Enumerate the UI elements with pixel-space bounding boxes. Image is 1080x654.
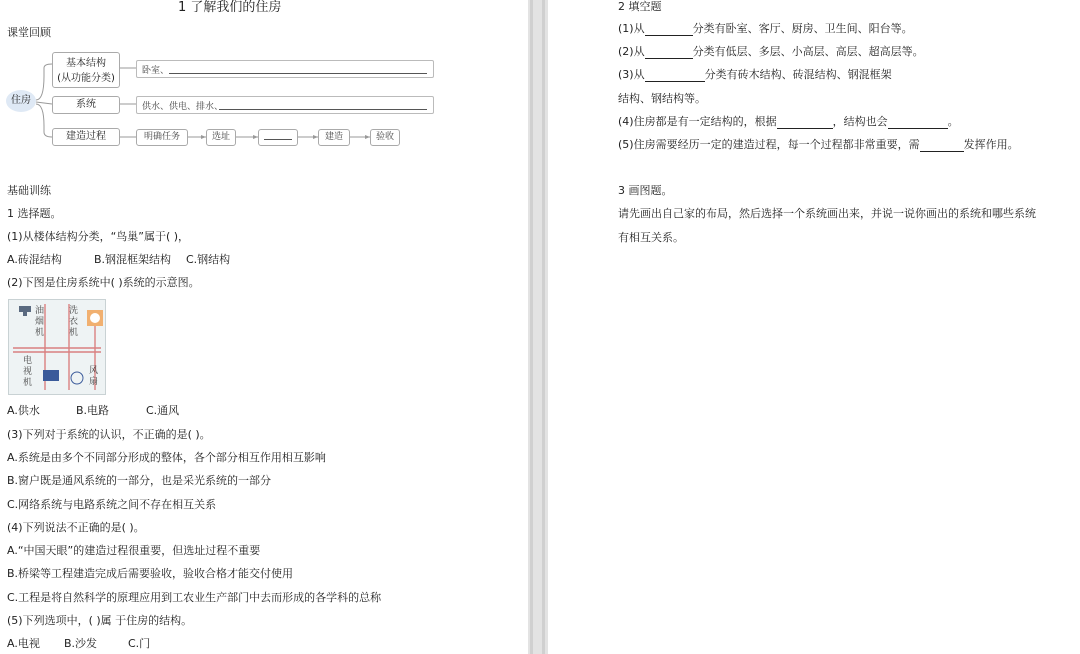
q1-2-stem: (2)下图是住房系统中( )系统的示意图。 [7,276,200,289]
q2-4-pre: (4)住房都是有一定结构的，根据 [618,115,777,128]
label-washing-machine: 洗衣机 [69,306,79,338]
q2-3-pre: (3)从 [618,68,645,81]
q1-1-option-c: C.钢结构 [186,253,231,266]
mindmap-root-label: 住房 [11,95,31,106]
q1-1-stem: (1)从楼体结构分类，“鸟巢”属于( )， [7,230,190,243]
q2-4-mid: ，结构也会 [832,115,888,128]
q2-5 [618,138,1019,152]
node-structure-line2: (从功能分类) [57,73,115,84]
mindmap-root [6,90,36,112]
left-page [0,0,528,654]
q1-1-option-a: A.砖混结构 [7,253,62,266]
q2-5-blank[interactable] [920,141,964,152]
q2-4 [618,115,959,129]
q2-5-post: 发挥作用。 [963,138,1019,151]
q2-4-blank-2[interactable] [888,118,948,129]
q1-5-option-b: B.沙发 [64,637,98,650]
structure-fill-line [169,73,427,74]
mindmap-node-process [52,128,120,146]
structure-fill-box[interactable] [136,60,434,78]
q2-3-continued: 结构、钢结构等。 [618,92,706,105]
step-blank-line [264,139,292,140]
step-label: 明确任务 [143,132,180,142]
step-label: 选址 [211,132,230,142]
q2-2-blank[interactable] [645,48,693,59]
right-page [548,0,1080,654]
page-gutter [528,0,548,654]
step-blank[interactable] [258,129,298,146]
label-television: 电视机 [23,356,33,388]
q1-1-option-b: B.钢混框架结构 [94,253,172,266]
q1-2-option-a: A.供水 [7,404,40,417]
q1-3-option-b: B.窗户既是通风系统的一部分，也是采光系统的一部分 [7,474,272,487]
q2-2 [618,45,924,59]
node-structure-line1: 基本结构 [66,58,106,69]
q2-heading: 2 填空题 [618,0,662,13]
q2-1-pre: (1)从 [618,22,645,35]
step-site-selection [206,129,236,146]
node-process-label: 建造过程 [66,131,106,142]
circuit-diagram-figure [8,299,106,395]
step-label: 建造 [324,132,343,142]
mindmap-node-structure [52,52,120,88]
q2-3-post: 分类有砖木结构、砖混结构、钢混框架 [704,68,892,81]
section-basic-heading: 基础训练 [7,184,51,197]
page-edge [530,0,533,654]
q2-1-blank[interactable] [645,25,693,36]
q1-2-option-b: B.电路 [76,404,110,417]
q3-line1: 请先画出自己家的布局，然后选择一个系统画出来，并说一说你画出的系统和哪些系统 [618,207,1036,220]
q1-3-option-c: C.网络系统与电路系统之间不存在相互关系 [7,498,217,511]
step-construct [318,129,350,146]
q1-5-option-a: A.电视 [7,637,40,650]
q1-5-stem: (5)下列选项中，( )属 于住房的结构。 [7,614,193,627]
q2-3-blank[interactable] [645,71,705,82]
mindmap-node-system [52,96,120,114]
q1-2-option-c: C.通风 [146,404,180,417]
q2-3 [618,68,892,82]
q1-4-option-b: B.桥梁等工程建造完成后需要验收，验收合格才能交付使用 [7,567,294,580]
q1-5-option-c: C.门 [128,637,151,650]
q1-4-option-a: A.“中国天眼”的建造过程很重要，但选址过程不重要 [7,544,261,557]
structure-fill-prefix: 卧室、 [142,66,170,76]
node-system-label: 系统 [76,99,96,110]
section-review-heading: 课堂回顾 [7,26,51,39]
q1-4-stem: (4)下列说法不正确的是( )。 [7,521,145,534]
q2-4-post: 。 [947,115,959,128]
page-title: 1 了解我们的住房 [178,0,282,15]
q2-5-pre: (5)住房需要经历一定的建造过程，每一个过程都非常重要，需 [618,138,920,151]
system-fill-box[interactable] [136,96,434,114]
q1-4-option-c: C.工程是将自然科学的原理应用到工农业生产部门中去而形成的各学科的总称 [7,591,382,604]
q2-2-pre: (2)从 [618,45,645,58]
q1-heading: 1 选择题。 [7,207,62,220]
q1-3-option-a: A.系统是由多个不同部分形成的整体，各个部分相互作用相互影响 [7,451,326,464]
step-clarify-task [136,129,188,146]
system-fill-line [219,109,427,110]
q2-2-post: 分类有低层、多层、小高层、高层、超高层等。 [692,45,924,58]
q2-1-post: 分类有卧室、客厅、厨房、卫生间、阳台等。 [692,22,913,35]
q2-4-blank-1[interactable] [777,118,833,129]
label-range-hood: 油烟机 [35,306,45,338]
q3-line2: 有相互关系。 [618,231,684,244]
q2-1 [618,22,913,36]
q1-3-stem: (3)下列对于系统的认识，不正确的是( )。 [7,428,211,441]
label-fan: 风扇 [89,366,99,387]
step-label: 验收 [375,132,394,142]
system-fill-prefix: 供水、供电、排水、 [142,102,224,112]
q3-heading: 3 画图题。 [618,184,673,197]
page-edge [542,0,545,654]
step-acceptance [370,129,400,146]
